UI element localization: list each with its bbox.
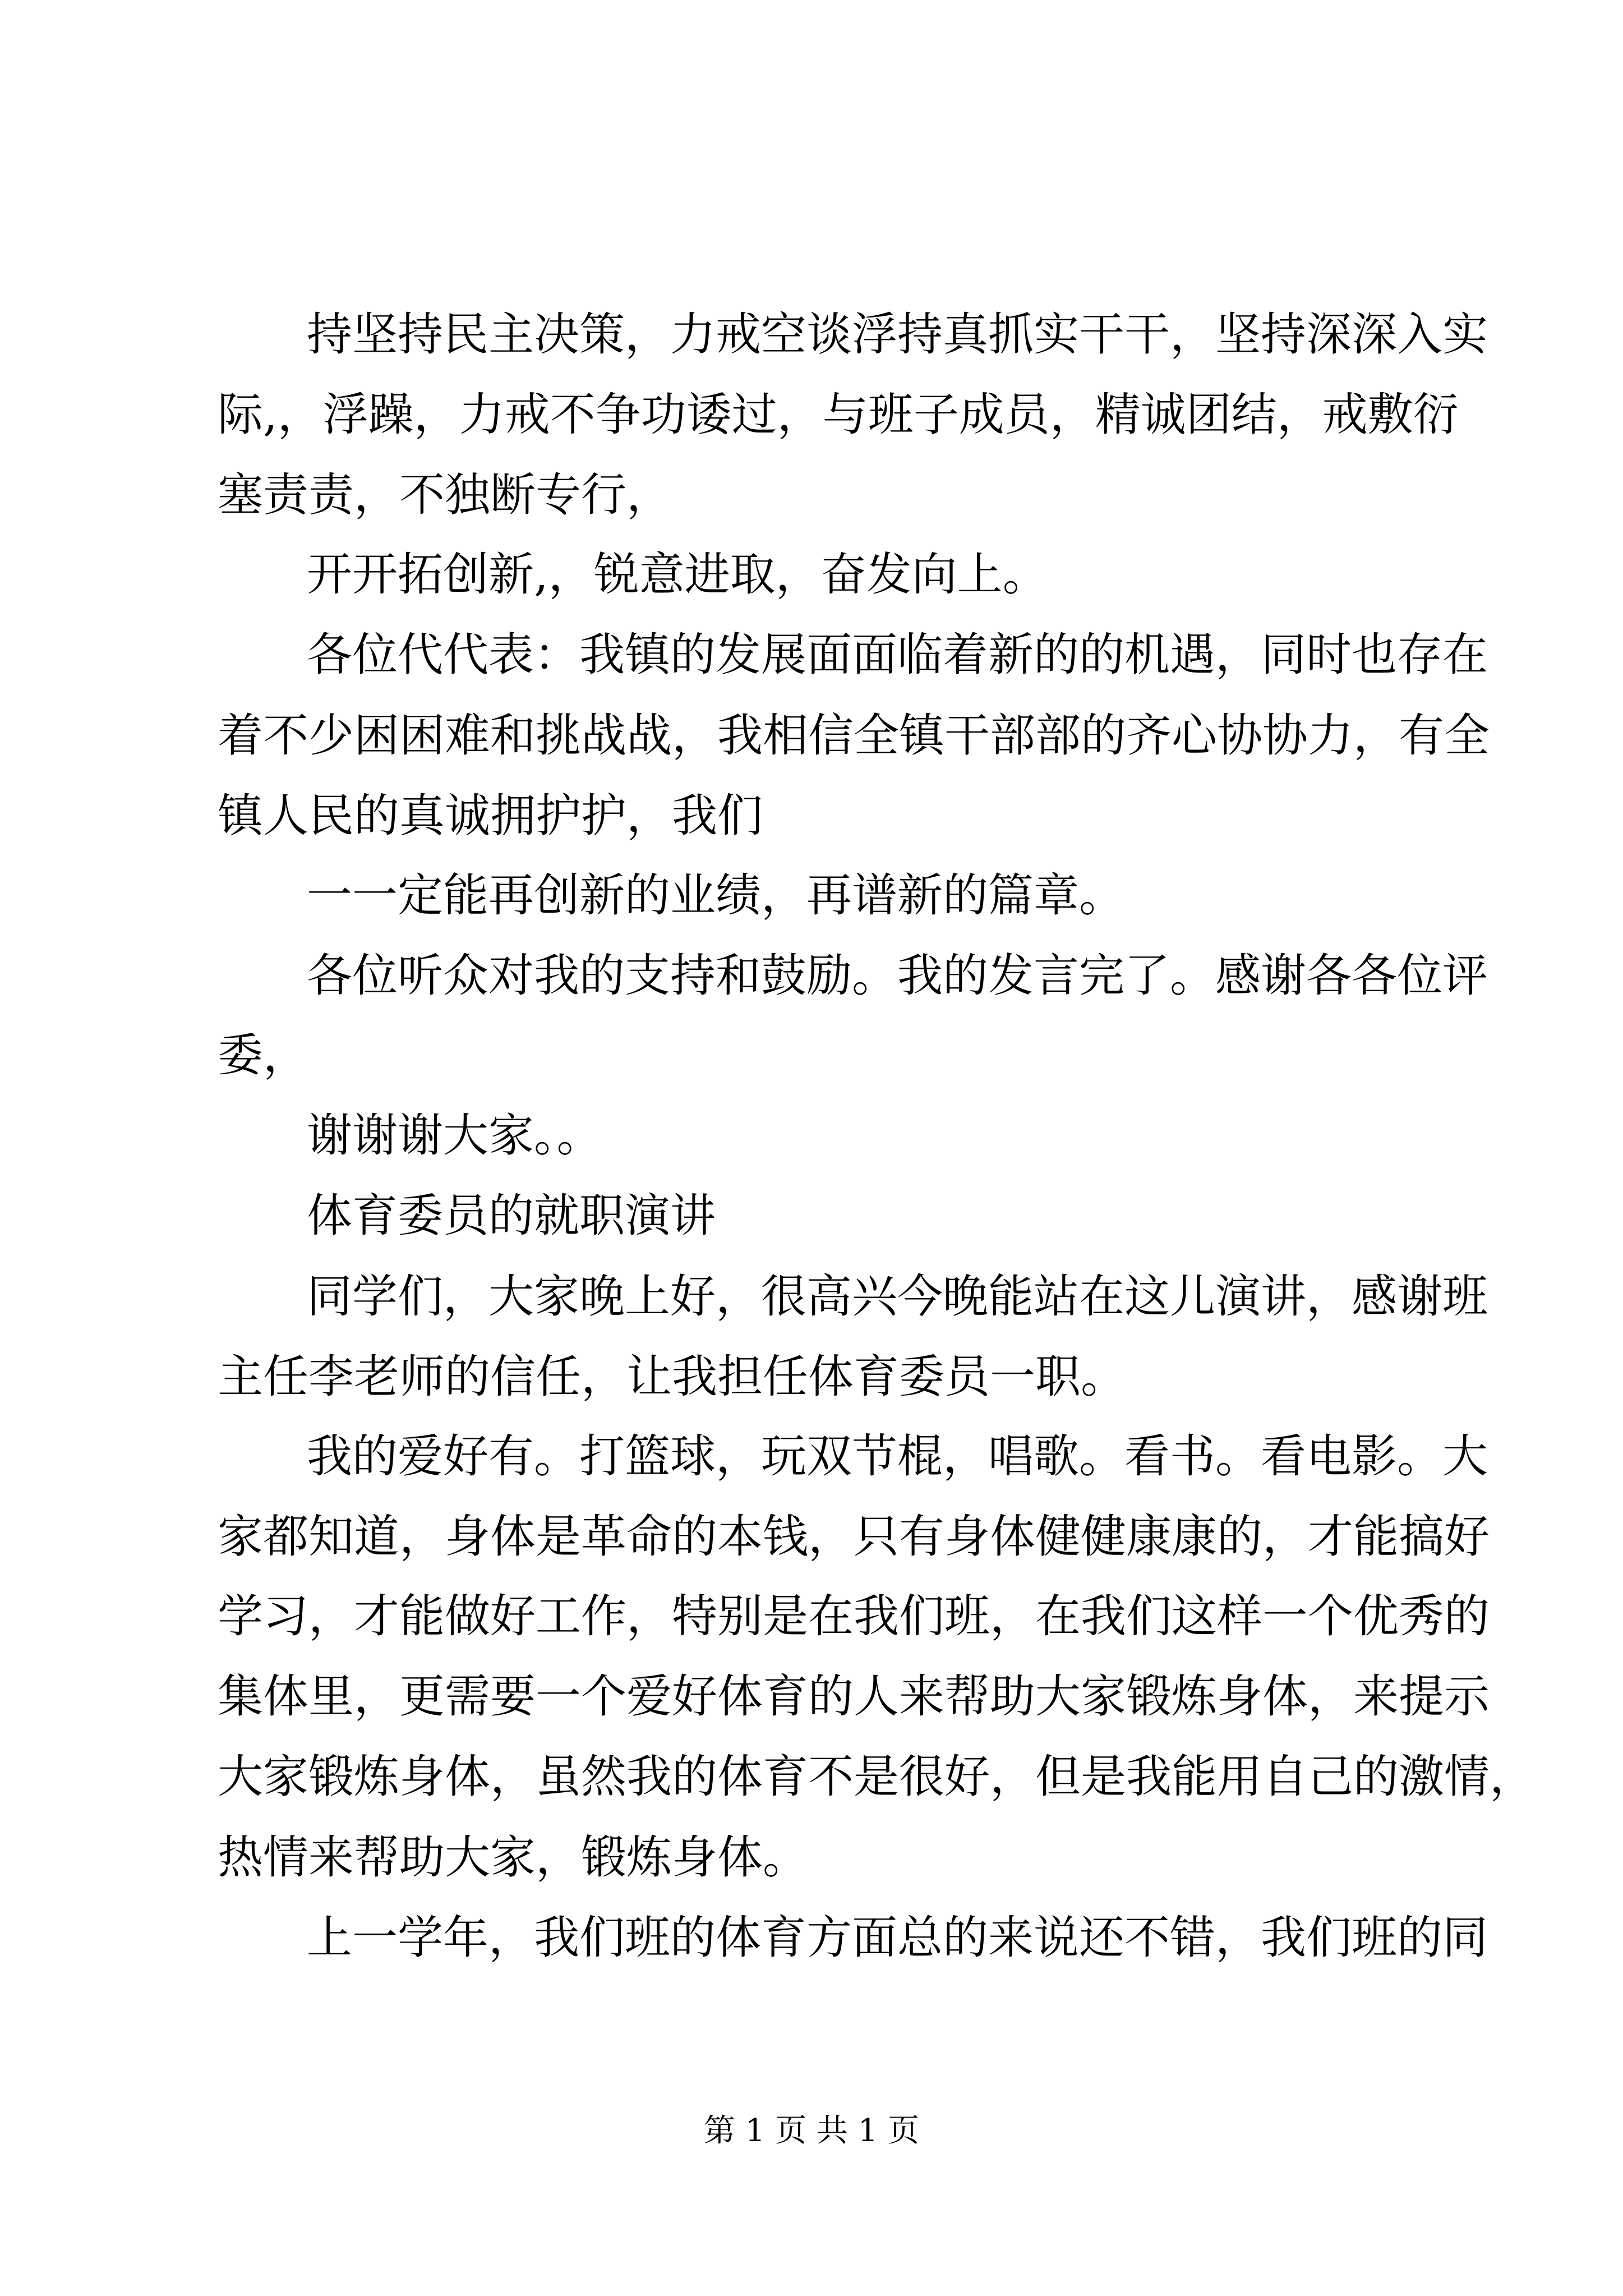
text-line: 同学们，大家晚上好，很高兴今晚能站在这儿演讲，感谢班 [307, 1271, 1488, 1323]
section-heading: 体育委员的就职演讲 [307, 1190, 716, 1243]
text-line: 热情来帮助大家，锻炼身体。 [218, 1832, 809, 1884]
text-line: 委， [218, 1029, 309, 1082]
page-footer: 第 1 页 共 1 页 [703, 2113, 920, 2149]
text-line: 际,，浮躁，力戒不争功诿过，与班子成员，精诚团结，戒敷衍 [218, 389, 1459, 441]
text-line: 着不少困困难和挑战战，我相信全镇干部部的齐心协协力，有全 [218, 710, 1490, 762]
text-line: 家都知道，身体是革命的本钱，只有身体健健康康的，才能搞好 [218, 1511, 1490, 1563]
text-line: 主任李老师的信任，让我担任体育委员一职。 [218, 1351, 1127, 1404]
text-line: 集体里，更需要一个爱好体育的人来帮助大家锻炼身体，来提示 [218, 1671, 1490, 1723]
text-line: 开开拓创新,，锐意进取，奋发向上。 [307, 549, 1048, 601]
text-line: 持坚持民主决策，力戒空谈浮持真抓实干干，坚持深深入实 [307, 309, 1488, 361]
text-line: 塞责责，不独断专行， [218, 469, 672, 522]
text-line: 谢谢谢大家。。 [307, 1110, 602, 1162]
text-line: 各位代代表：我镇的发展面面临着新的的机遇，同时也存在 [307, 629, 1488, 682]
text-line: 我的爱好有。打篮球，玩双节棍，唱歌。看书。看电影。大 [307, 1430, 1488, 1483]
text-line: 大家锻炼身体，虽然我的体育不是很好，但是我能用自己的激情， [218, 1751, 1536, 1803]
text-line: 镇人民的真诚拥护护，我们 [218, 790, 763, 843]
text-line: 上一学年，我们班的体育方面总的来说还不错，我们班的同 [307, 1912, 1488, 1964]
text-line: 各位听众对我的支持和鼓励。我的发言完了。感谢各各位评 [307, 950, 1488, 1002]
text-line: 一一定能再创新的业绩，再谱新的篇章。 [307, 869, 1125, 922]
text-line: 学习，才能做好工作，特别是在我们班，在我们这样一个优秀的 [218, 1590, 1490, 1643]
